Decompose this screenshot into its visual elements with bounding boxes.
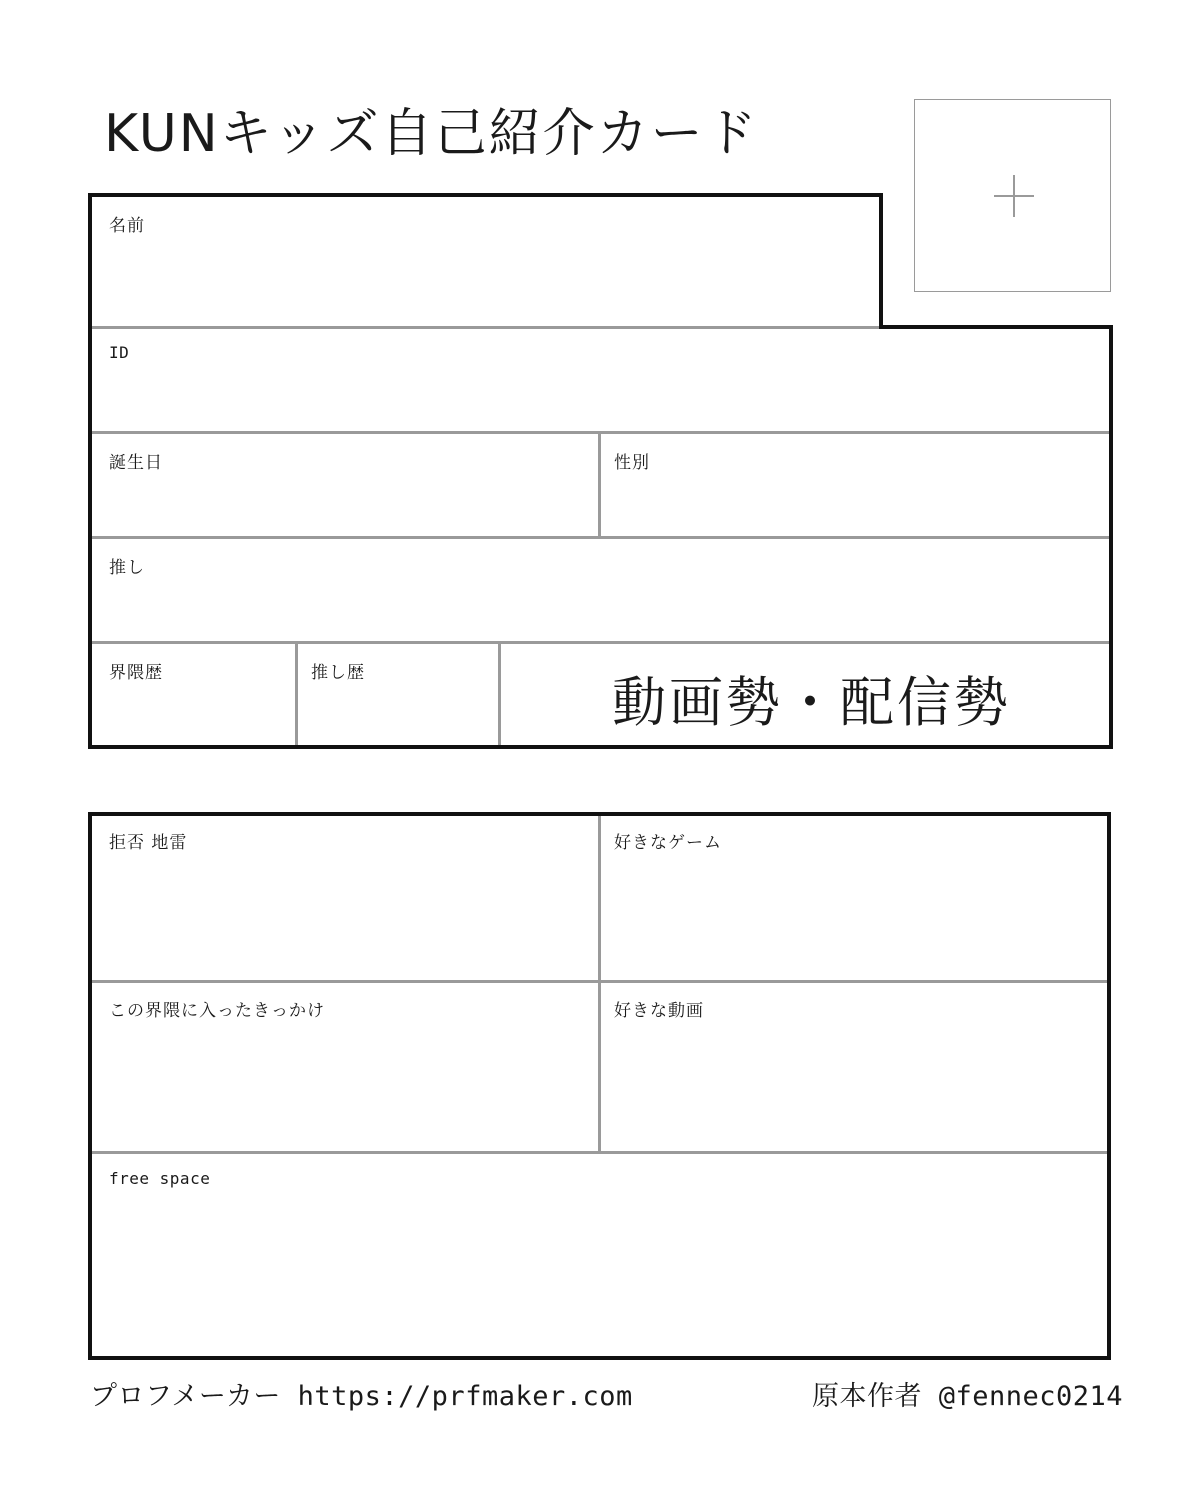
refusal-label: 拒否 地雷 xyxy=(109,833,188,853)
birthday-label: 誕生日 xyxy=(109,453,163,473)
name-field[interactable] xyxy=(92,197,879,326)
gender-label: 性別 xyxy=(614,453,650,473)
gender-field[interactable] xyxy=(601,434,1109,536)
border xyxy=(879,193,883,329)
author-credit: 原本作者 @fennec0214 xyxy=(812,1381,1124,1412)
free-space-label: free space xyxy=(109,1169,211,1188)
id-field[interactable] xyxy=(92,329,1109,431)
border xyxy=(88,745,1113,749)
maker-credit: プロフメーカー https://prfmaker.com xyxy=(90,1381,633,1412)
favorite-video-label: 好きな動画 xyxy=(614,1001,704,1021)
oshi-label: 推し xyxy=(109,558,145,578)
card-title: KUNキッズ自己紹介カード xyxy=(104,104,759,164)
trigger-field[interactable] xyxy=(92,983,598,1151)
border xyxy=(1109,325,1113,749)
favorite-game-label: 好きなゲーム xyxy=(614,833,722,853)
border xyxy=(88,1356,1111,1360)
history-field[interactable] xyxy=(92,644,295,745)
plus-icon-vertical xyxy=(1013,175,1015,217)
viewing-style-choice[interactable]: 動画勢・配信勢 xyxy=(612,671,1011,734)
free-space-field[interactable] xyxy=(92,1154,1107,1356)
birthday-field[interactable] xyxy=(92,434,598,536)
history-label: 界隈歴 xyxy=(109,663,163,683)
photo-upload-box[interactable] xyxy=(914,99,1111,292)
favorite-game-field[interactable] xyxy=(601,816,1107,980)
divider xyxy=(498,643,501,747)
id-label: ID xyxy=(109,343,130,362)
border xyxy=(1107,812,1111,1360)
oshi-history-label: 推し歴 xyxy=(311,663,365,683)
name-label: 名前 xyxy=(109,216,145,236)
refusal-field[interactable] xyxy=(92,816,598,980)
favorite-video-field[interactable] xyxy=(601,983,1107,1151)
oshi-field[interactable] xyxy=(92,539,1109,641)
oshi-history-field[interactable] xyxy=(298,644,498,745)
trigger-label: この界隈に入ったきっかけ xyxy=(109,1001,325,1021)
